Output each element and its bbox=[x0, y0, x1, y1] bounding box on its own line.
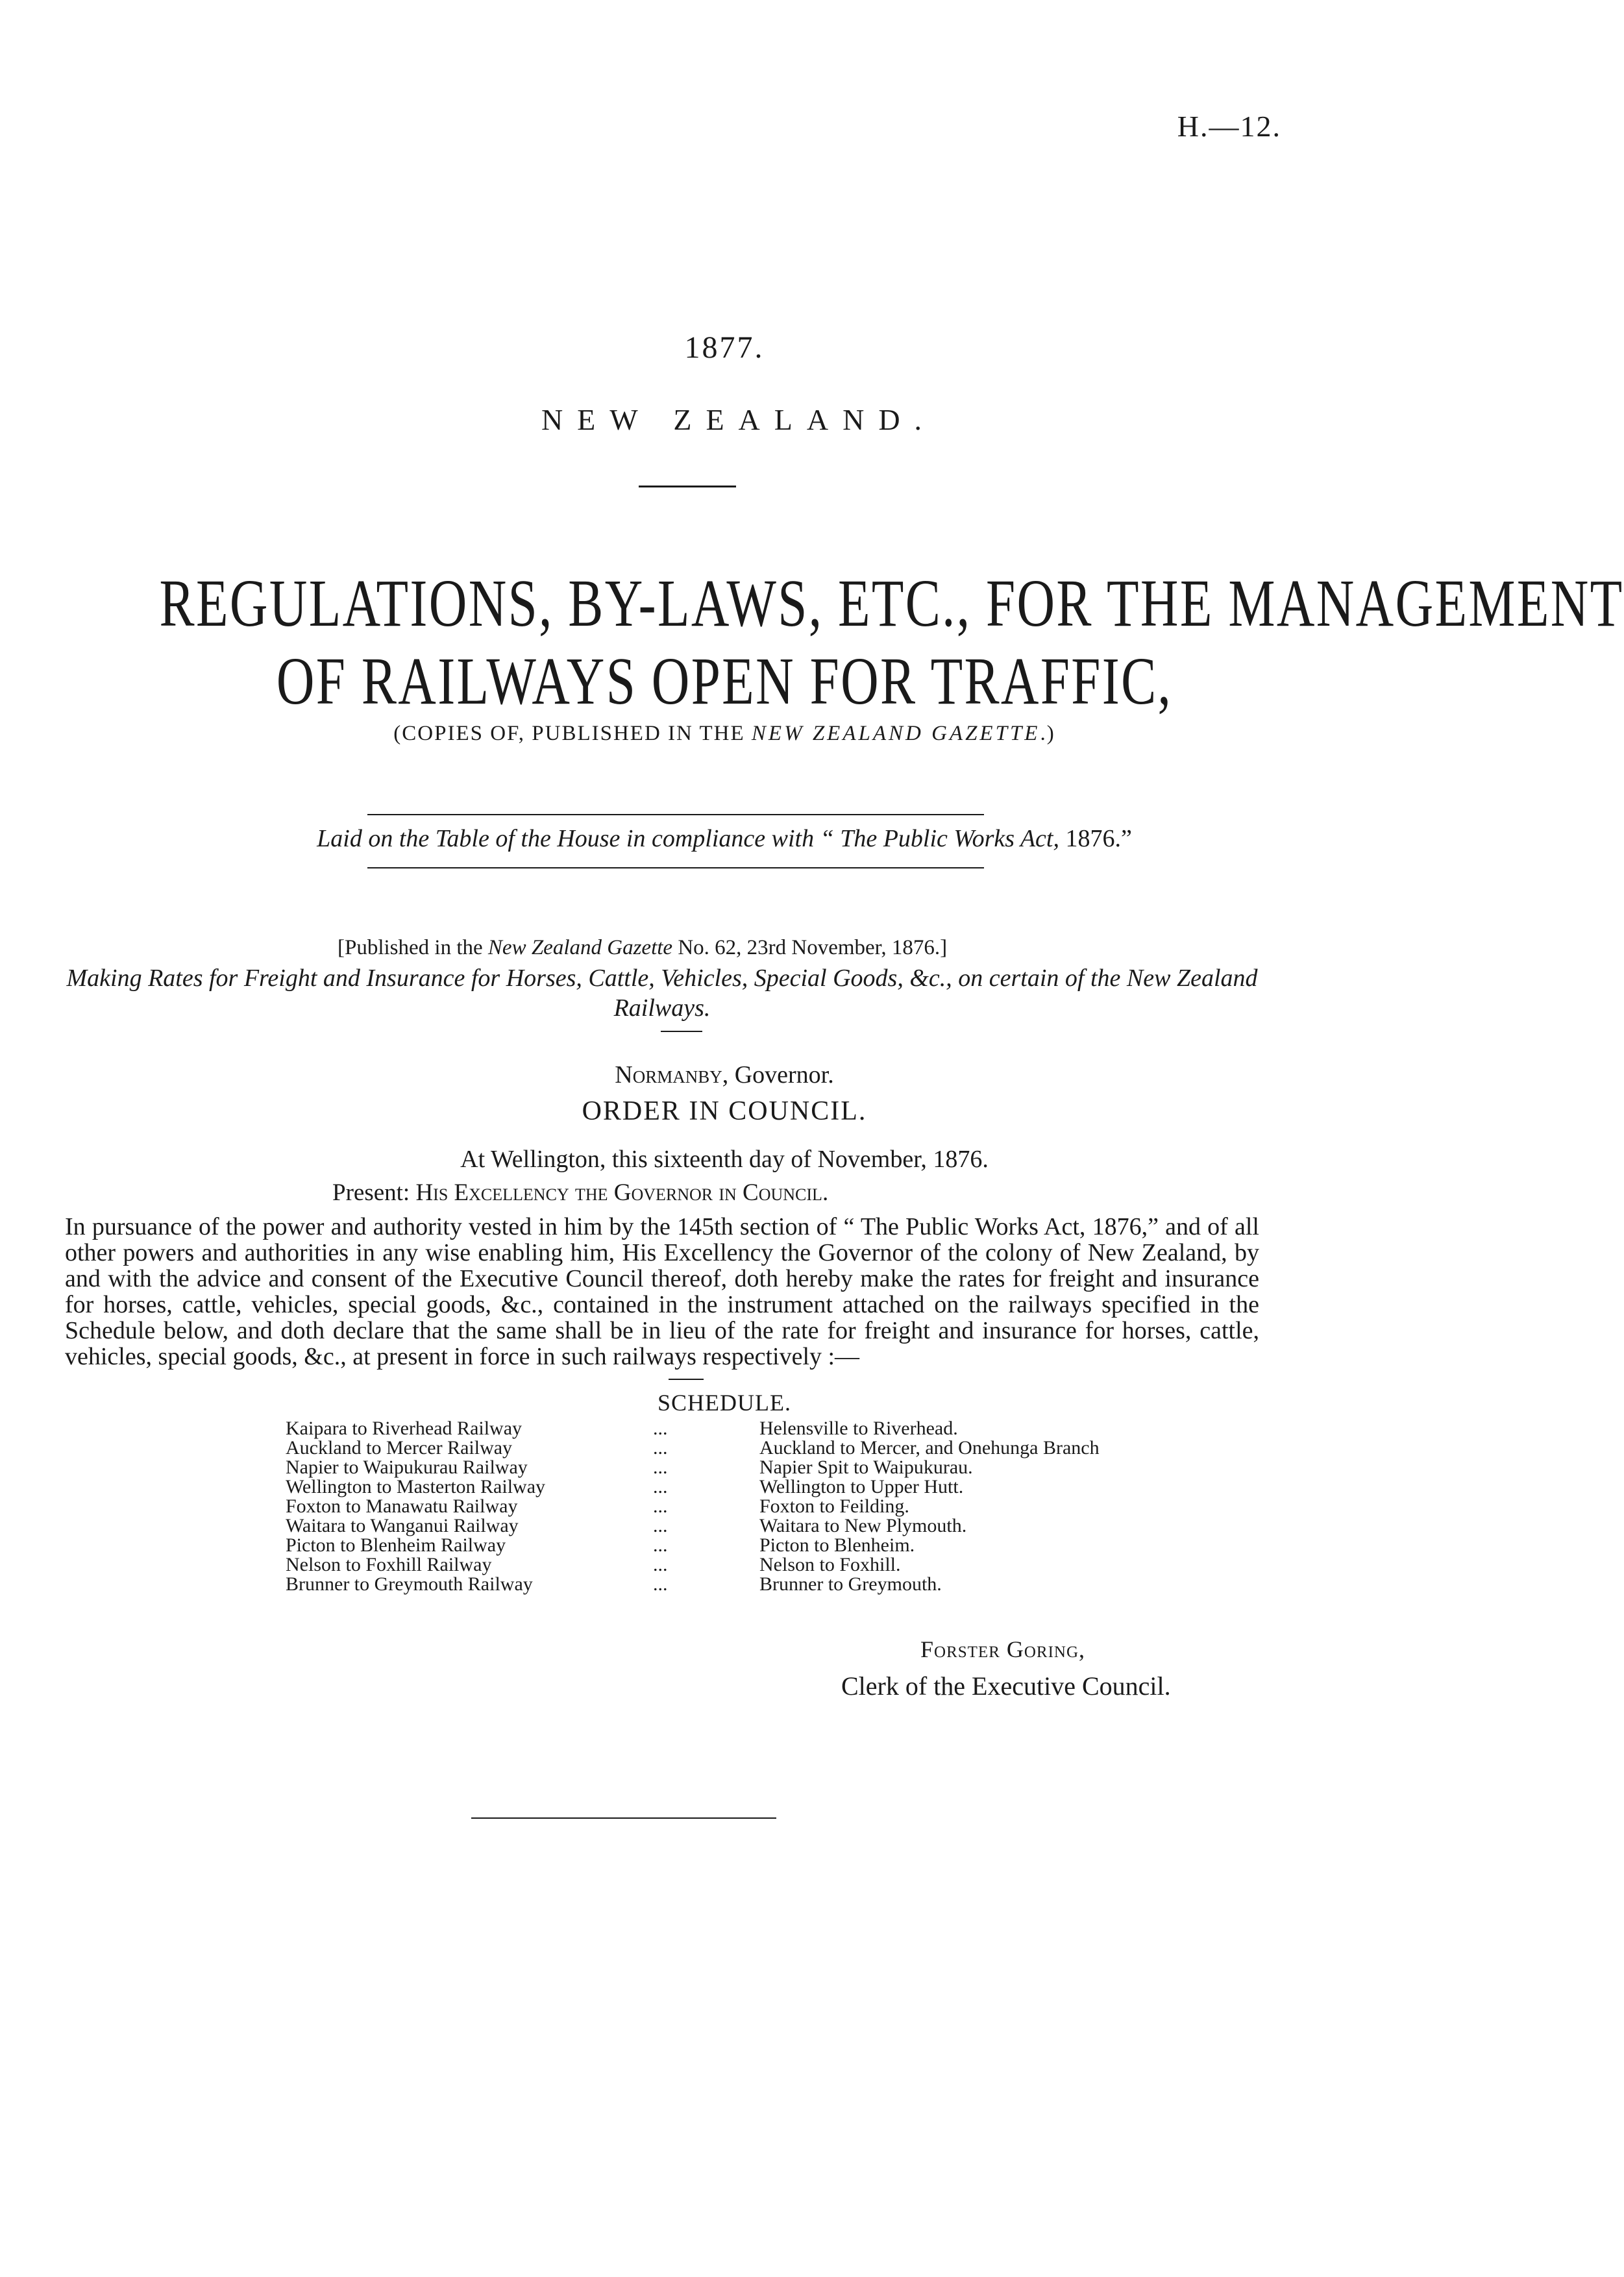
present-who: His Excellency the Governor in Council. bbox=[415, 1179, 829, 1206]
schedule-row bbox=[0, 1536, 1449, 1555]
leader-dots: ... bbox=[653, 1495, 668, 1517]
document-reference: H.—12. bbox=[1177, 110, 1281, 143]
year: 1877. bbox=[684, 330, 765, 365]
order-body-paragraph: In pursuance of the power and authority vested in him by the 145th section of “ The Public Works Act, 1876,” and of all other powers and authorities in any wise enabling him, His Excellency the Governor of the colony of New Zealand, by and with the advice and consent of the Executive Council thereof, doth hereby make the rates for freight and insurance for horses, cattle, vehicles, special goods, &c., contained in the instrument attached on the railways specified in the Schedule below, and doth declare that the same shall be in lieu of the rate for freight and insurance for horses, cattle, vehicles, special goods, &c., at present in force in such railways respectively :— bbox=[65, 1213, 1259, 1370]
copies-gazette: NEW ZEALAND GAZETTE bbox=[751, 722, 1040, 745]
schedule-row bbox=[0, 1555, 1449, 1575]
laid-rule-top bbox=[367, 814, 984, 815]
short-rule bbox=[661, 1031, 702, 1032]
railway-name: Foxton to Manawatu Railway bbox=[286, 1495, 518, 1517]
railway-name: Napier to Waipukurau Railway bbox=[286, 1457, 528, 1478]
leader-dots: ... bbox=[653, 1515, 668, 1536]
railway-section: Auckland to Mercer, and Onehunga Branch bbox=[759, 1437, 1100, 1459]
signatory-name: Forster Goring, bbox=[920, 1636, 1086, 1662]
railway-name: Kaipara to Riverhead Railway bbox=[286, 1418, 523, 1439]
leader-dots: ... bbox=[653, 1573, 668, 1595]
order-in-council-heading: ORDER IN COUNCIL. bbox=[582, 1096, 867, 1126]
schedule-row bbox=[0, 1477, 1449, 1497]
railway-name: Waitara to Wanganui Railway bbox=[286, 1515, 519, 1536]
schedule-row bbox=[0, 1497, 1449, 1516]
end-rule bbox=[471, 1817, 776, 1819]
published-suffix: No. 62, 23rd November, 1876.] bbox=[672, 936, 948, 959]
railway-name: Auckland to Mercer Railway bbox=[286, 1437, 513, 1459]
place-and-date: At Wellington, this sixteenth day of November, 1876. bbox=[460, 1146, 989, 1173]
governor-line bbox=[0, 1061, 1449, 1089]
railway-section: Wellington to Upper Hutt. bbox=[759, 1476, 964, 1497]
schedule-row bbox=[0, 1516, 1449, 1536]
country-heading: NEW ZEALAND. bbox=[541, 403, 937, 436]
leader-dots: ... bbox=[653, 1476, 668, 1497]
leader-dots: ... bbox=[653, 1457, 668, 1478]
schedule-row bbox=[0, 1458, 1449, 1477]
title-line-2: OF RAILWAYS OPEN FOR TRAFFIC, bbox=[276, 644, 1173, 719]
published-gazette: New Zealand Gazette bbox=[487, 936, 673, 959]
leader-dots: ... bbox=[653, 1554, 668, 1575]
railway-section: Foxton to Feilding. bbox=[759, 1495, 909, 1517]
schedule-table bbox=[0, 1419, 1449, 1594]
governor-title: , Governor. bbox=[722, 1061, 834, 1089]
laid-rule-bottom bbox=[367, 867, 984, 868]
copies-suffix: .) bbox=[1040, 722, 1055, 745]
divider-rule bbox=[639, 486, 736, 487]
schedule-row bbox=[0, 1419, 1449, 1438]
present-line bbox=[332, 1179, 828, 1207]
published-note bbox=[338, 936, 947, 960]
railway-section: Picton to Blenheim. bbox=[759, 1534, 915, 1556]
leader-dots: ... bbox=[653, 1437, 668, 1459]
signatory-title: Clerk of the Executive Council. bbox=[841, 1671, 1171, 1701]
railway-name: Picton to Blenheim Railway bbox=[286, 1534, 506, 1556]
copies-subtitle bbox=[0, 722, 1449, 746]
published-prefix: [Published in the bbox=[338, 936, 488, 959]
railway-section: Nelson to Foxhill. bbox=[759, 1554, 901, 1575]
railway-section: Napier Spit to Waipukurau. bbox=[759, 1457, 973, 1478]
railway-name: Wellington to Masterton Railway bbox=[286, 1476, 546, 1497]
leader-dots: ... bbox=[653, 1418, 668, 1439]
schedule-rule bbox=[669, 1379, 704, 1380]
laid-on-table bbox=[0, 824, 1449, 853]
laid-text: Laid on the Table of the House in compliance with “ The Public Works Act, bbox=[317, 825, 1066, 852]
leader-dots: ... bbox=[653, 1534, 668, 1556]
laid-year: 1876.” bbox=[1065, 825, 1132, 852]
railway-section: Waitara to New Plymouth. bbox=[759, 1515, 967, 1536]
railway-name: Nelson to Foxhill Railway bbox=[286, 1554, 492, 1575]
governor-name: Normanby bbox=[615, 1061, 722, 1089]
schedule-row bbox=[0, 1438, 1449, 1458]
copies-prefix: (COPIES OF, PUBLISHED IN THE bbox=[393, 722, 752, 745]
schedule-heading: SCHEDULE. bbox=[658, 1390, 791, 1416]
present-label: Present: bbox=[332, 1179, 416, 1206]
railway-section: Helensville to Riverhead. bbox=[759, 1418, 958, 1439]
railway-name: Brunner to Greymouth Railway bbox=[286, 1573, 533, 1595]
making-rates-heading: Making Rates for Freight and Insurance for Horses, Cattle, Vehicles, Special Goods, &c., on certain of the New Zealand Railways. bbox=[66, 965, 1258, 1022]
railway-section: Brunner to Greymouth. bbox=[759, 1573, 942, 1595]
schedule-row bbox=[0, 1575, 1449, 1594]
title-line-1: REGULATIONS, BY-LAWS, ETC., FOR THE MANAGEMENT bbox=[159, 566, 1624, 641]
